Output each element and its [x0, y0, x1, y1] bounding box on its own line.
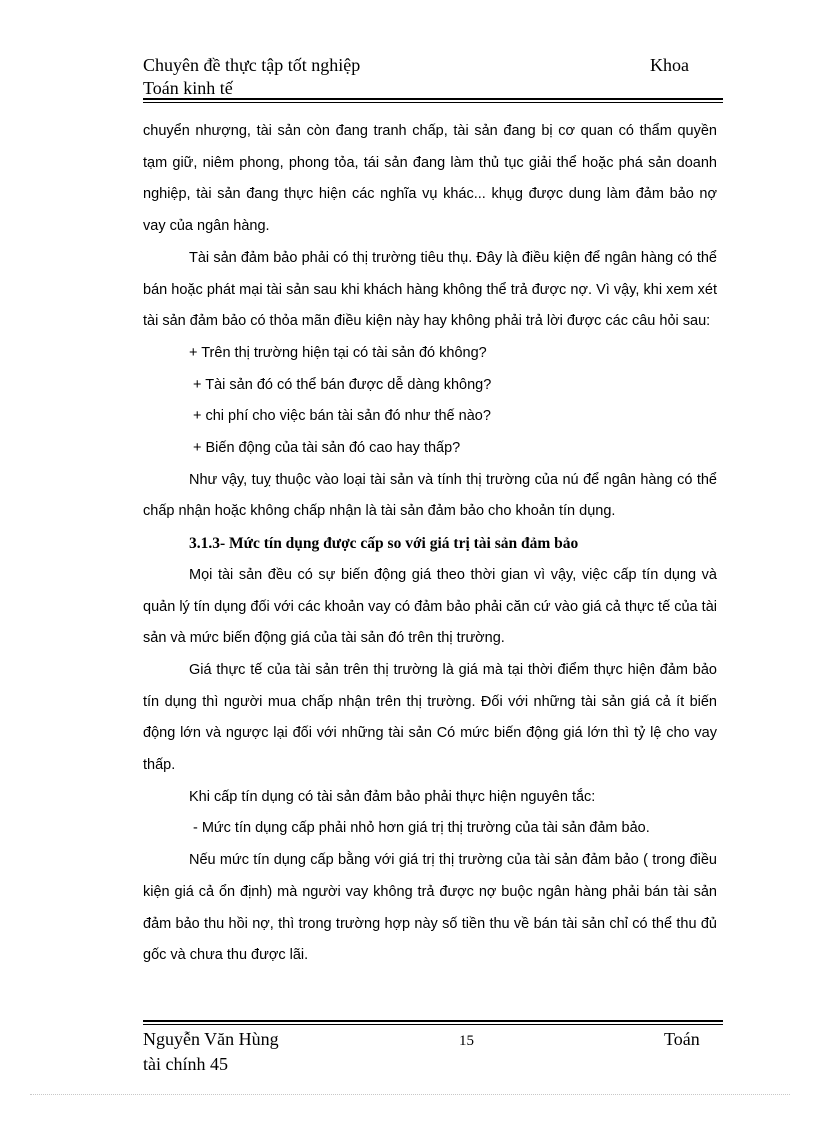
page-number: 15: [459, 1033, 474, 1049]
footer-rule-thin: [143, 1024, 723, 1025]
header-department: Toán kinh tế: [143, 78, 233, 98]
footer-major: Toán: [664, 1029, 700, 1049]
question-1: + Trên thị trường hiện tại có tài sản đó không?: [189, 344, 487, 361]
page-bottom-dotted-line: [30, 1094, 790, 1095]
header-title: Chuyên đề thực tập tốt nghiệp: [143, 55, 361, 75]
paragraph-3: Như vậy, tuỵ thuộc vào loại tài sản và tính thị trường của nú để ngân hàng có thể chấp nhận hoặc không chấp nhận là tài sản đảm bảo cho khoản tín dụng.: [143, 471, 717, 520]
paragraph-8: Nếu mức tín dụng cấp bằng với giá trị thị trường của tài sản đảm bảo ( trong điều kiện giá cả ổn định) mà người vay không trả được nợ buộc ngân hàng phải bán tài sản đảm bảo thu hồi nợ, thì trong trường hợp này số tiền thu về bán tài sản chỉ có thể thu đủ gốc và chưa thu được lãi.: [143, 852, 717, 964]
question-2: + Tài sản đó có thể bán được dễ dàng không?: [193, 376, 492, 393]
header-faculty: Khoa: [650, 55, 689, 75]
paragraph-6: Khi cấp tín dụng có tài sản đảm bảo phải thực hiện nguyên tắc:: [189, 788, 596, 805]
paragraph-7: - Mức tín dụng cấp phải nhỏ hơn giá trị thị trường của tài sản đảm bảo.: [193, 820, 650, 837]
paragraph-2: Tài sản đảm bảo phải có thị trường tiêu thụ. Đây là điều kiện để ngân hàng có thể bán hoặc phát mại tài sản sau khi khách hàng không thể trả được nợ. Vì vậy, khi xem xét tài sản đảm bảo có thỏa mãn điều kiện này hay không phải trả lời được các câu hỏi sau:: [143, 249, 717, 330]
header-rule-thick: [143, 98, 723, 100]
paragraph-5: Giá thực tế của tài sản trên thị trường là giá mà tại thời điểm thực hiện đảm bảo tín dụng thì người mua chấp nhận trên thị trường. Đối với những tài sản giá cả ít biến động lớn và ngược lại đối với những tài sản Có mức biến động giá lớn thì tỷ lệ cho vay thấp.: [143, 661, 717, 774]
question-3: + chi phí cho việc bán tài sản đó như thế nào?: [193, 408, 491, 425]
paragraph-1: chuyển nhượng, tài sản còn đang tranh chấp, tài sản đang bị cơ quan có thẩm quyền tạm giữ, niêm phong, phong tỏa, tái sản đang làm thủ tục giải thể hoặc phá sản doanh nghiệp, tài sản đang thực hiện các nghĩa vụ khác... khụg được dung làm đảm bảo nợ vay của ngân hàng.: [143, 123, 717, 235]
footer-author: Nguyễn Văn Hùng: [143, 1029, 279, 1049]
paragraph-4: Mọi tài sản đều có sự biến động giá theo thời gian vì vậy, việc cấp tín dụng và quản lý tín dụng đối với các khoản vay có đảm bảo phải căn cứ vào giá cả thực tế của tài sản và mức biến động giá của tài sản đó trên thị trường.: [143, 566, 717, 647]
footer-class: tài chính 45: [143, 1054, 228, 1074]
body-text: [143, 116, 717, 972]
question-4: + Biến động của tài sản đó cao hay thấp?: [193, 440, 461, 457]
header-rule-thin: [143, 102, 723, 103]
footer-rule-thick: [143, 1020, 723, 1022]
section-heading: 3.1.3- Mức tín dụng được cấp so với giá trị tài sản đảm bảo: [189, 535, 579, 553]
